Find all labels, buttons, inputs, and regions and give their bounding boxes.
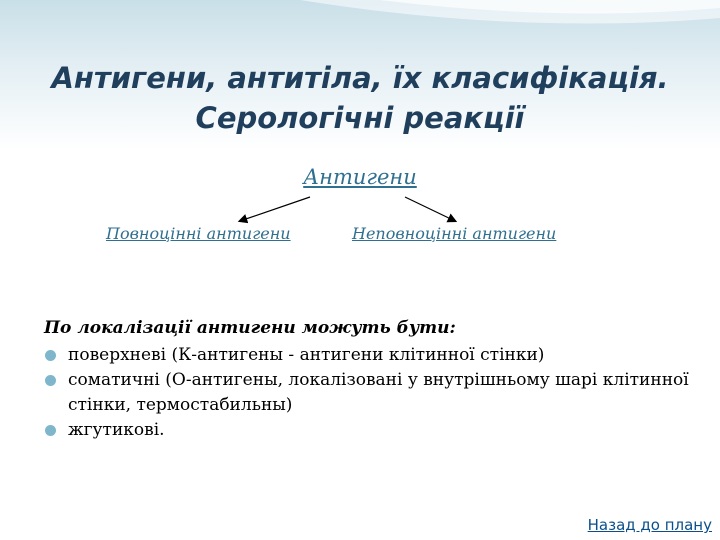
decorative-swoosh <box>0 0 720 60</box>
bullet-icon <box>45 375 56 386</box>
antigens-link[interactable]: Антигени <box>303 165 417 189</box>
title-line-2: Серологічні реакції <box>195 101 525 135</box>
content-block <box>44 316 694 443</box>
arrow-right <box>405 197 455 221</box>
slide-title <box>0 58 720 138</box>
localization-lead: По локалізації антигени можуть бути: <box>44 318 456 338</box>
bullet-icon <box>45 425 56 436</box>
list-item <box>44 343 694 368</box>
back-to-plan-link[interactable]: Назад до плану <box>587 516 712 534</box>
complete-antigens-link[interactable]: Повноцінні антигени <box>106 224 291 243</box>
list-item-text: жгутикові. <box>68 420 165 440</box>
bullet-icon <box>45 350 56 361</box>
list-item-text: соматичні (О-антигены, локалізовані у внутрішньому шарі клітинної стінки, термостабильны) <box>68 370 689 415</box>
list-item <box>44 368 694 418</box>
list-item-text: поверхневі (К-антигены - антигени клітинної стінки) <box>68 345 545 365</box>
incomplete-antigens-link[interactable]: Неповноцінні антигени <box>352 224 557 243</box>
arrow-left <box>240 197 310 221</box>
bullet-list <box>44 343 694 443</box>
title-line-1: Антигени, антитіла, їх класифікація. <box>51 61 669 95</box>
list-item <box>44 418 694 443</box>
